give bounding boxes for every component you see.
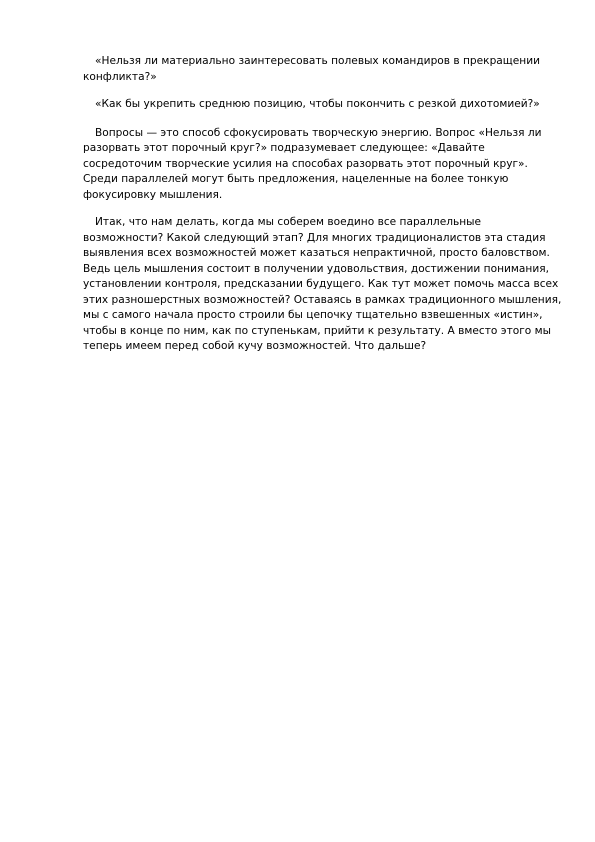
paragraph-next-stage: Итак, что нам делать, когда мы соберем воедино все параллельные возможности? Какой следующий этап? Для многих традиционалистов эта стадия выявления всех возможностей может казаться непрактичной, просто баловством. Ведь цель мышления состоит в получении удовольствия, достижении понимания, установлении контроля, предсказании будущего. Как тут может помочь масса всех этих разношерстных возможностей? Оставаясь в рамках традиционного мышления, мы с самого начала просто строили бы цепочку тщательно взвешенных «истин», чтобы в конце по ним, как по ступенькам, прийти к результату. А вместо этого мы теперь имеем перед собой кучу возможностей. Что дальше? [83,216,562,352]
paragraph-questions-focus: Вопросы — это способ сфокусировать творческую энергию. Вопрос «Нельзя ли разорвать этот порочный круг?» подразумевает следующее: «Давайте сосредоточим творческие усилия на способах разорвать этот порочный круг». Среди параллелей могут быть предложения, нацеленные на более тонкую фокусировку мышления. [83,126,542,201]
paragraph-question-middle-position: «Как бы укрепить среднюю позицию, чтобы покончить с резкой дихотомией?» [95,98,540,110]
document-page [83,54,563,367]
paragraph-question-commanders: «Нельзя ли материально заинтересовать полевых командиров в прекращении конфликта?» [83,55,540,83]
